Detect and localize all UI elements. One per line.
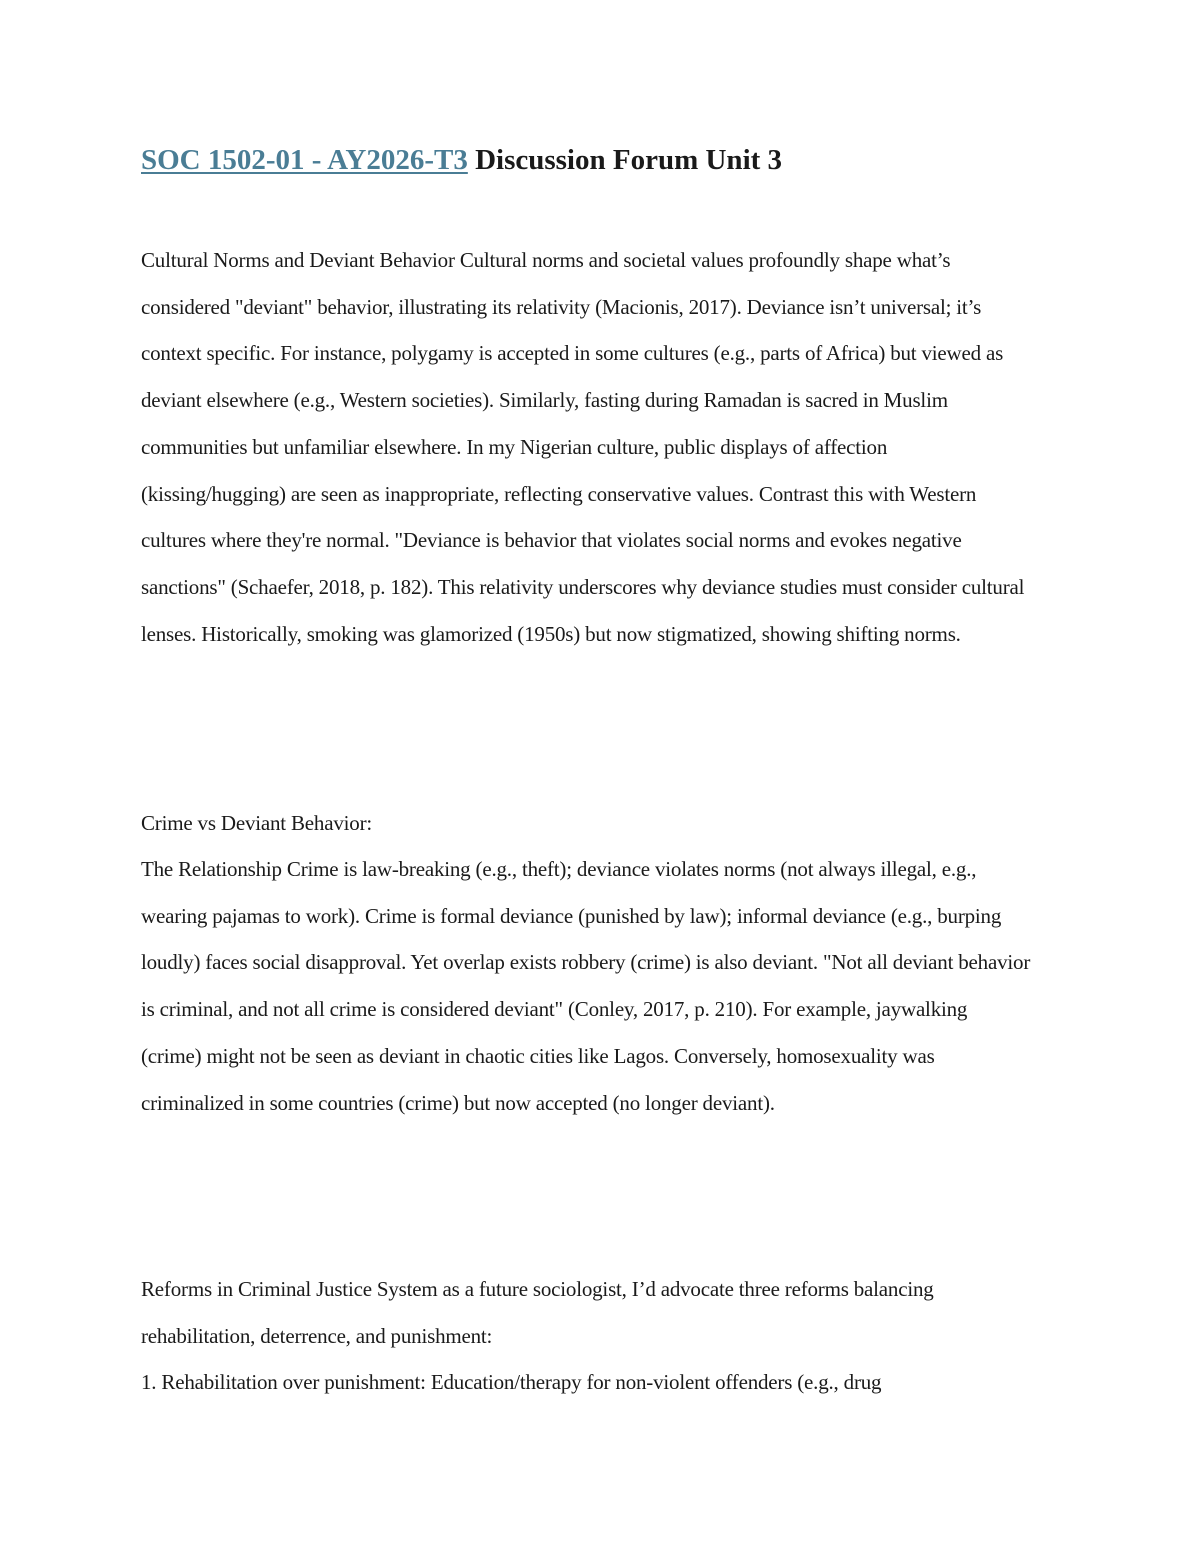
paragraph-cultural-norms: Cultural Norms and Deviant Behavior Cultural norms and societal values profoundly shape what’s considered "deviant" behavior, illustrating its relativity (Macionis, 2017). Deviance isn’t universal; it’s context specific. For instance, polygamy is accepted in some cultures (e.g., parts of Africa) but viewed as deviant elsewhere (e.g., Western societies). Similarly, fasting during Ramadan is sacred in Muslim communities but unfamiliar elsewhere. In my Nigerian culture, public displays of affection (kissing/hugging) are seen as inappropriate, reflecting conservative values. Contrast this with Western cultures where they're normal. "Deviance is behavior that violates social norms and evokes negative sanctions" (Schaefer, 2018, p. 182). This relativity underscores why deviance studies must consider cultural lenses. Historically, smoking was glamorized (1950s) but now stigmatized, showing shifting norms. xyxy=(141,248,1025,646)
paragraph-reforms-intro: Reforms in Criminal Justice System as a future sociologist, I’d advocate three reforms balancing rehabilitation, deterrence, and punishment: xyxy=(141,1277,934,1348)
page-title xyxy=(141,140,782,180)
heading-crime-vs-deviance: Crime vs Deviant Behavior: xyxy=(141,811,372,835)
title-text: Discussion Forum Unit 3 xyxy=(467,144,783,176)
paragraph-crime-relationship: The Relationship Crime is law-breaking (e.g., theft); deviance violates norms (not always illegal, e.g., wearing pajamas to work). Crime is formal deviance (punished by law); informal deviance (e.g., burping loudly) faces social disapproval. Yet overlap exists robbery (crime) is also deviant. "Not all deviant behavior is criminal, and not all crime is considered deviant" (Conley, 2017, p. 210). For example, jaywalking (crime) might not be seen as deviant in chaotic cities like Lagos. Conversely, homosexuality was criminalized in some countries (crime) but now accepted (no longer deviant). xyxy=(141,857,1031,1115)
paragraph-reform-1: 1. Rehabilitation over punishment: Education/therapy for non-violent offenders (e.g., drug xyxy=(141,1370,882,1394)
course-link[interactable]: SOC 1502-01 - AY2026-T3 xyxy=(141,144,468,176)
